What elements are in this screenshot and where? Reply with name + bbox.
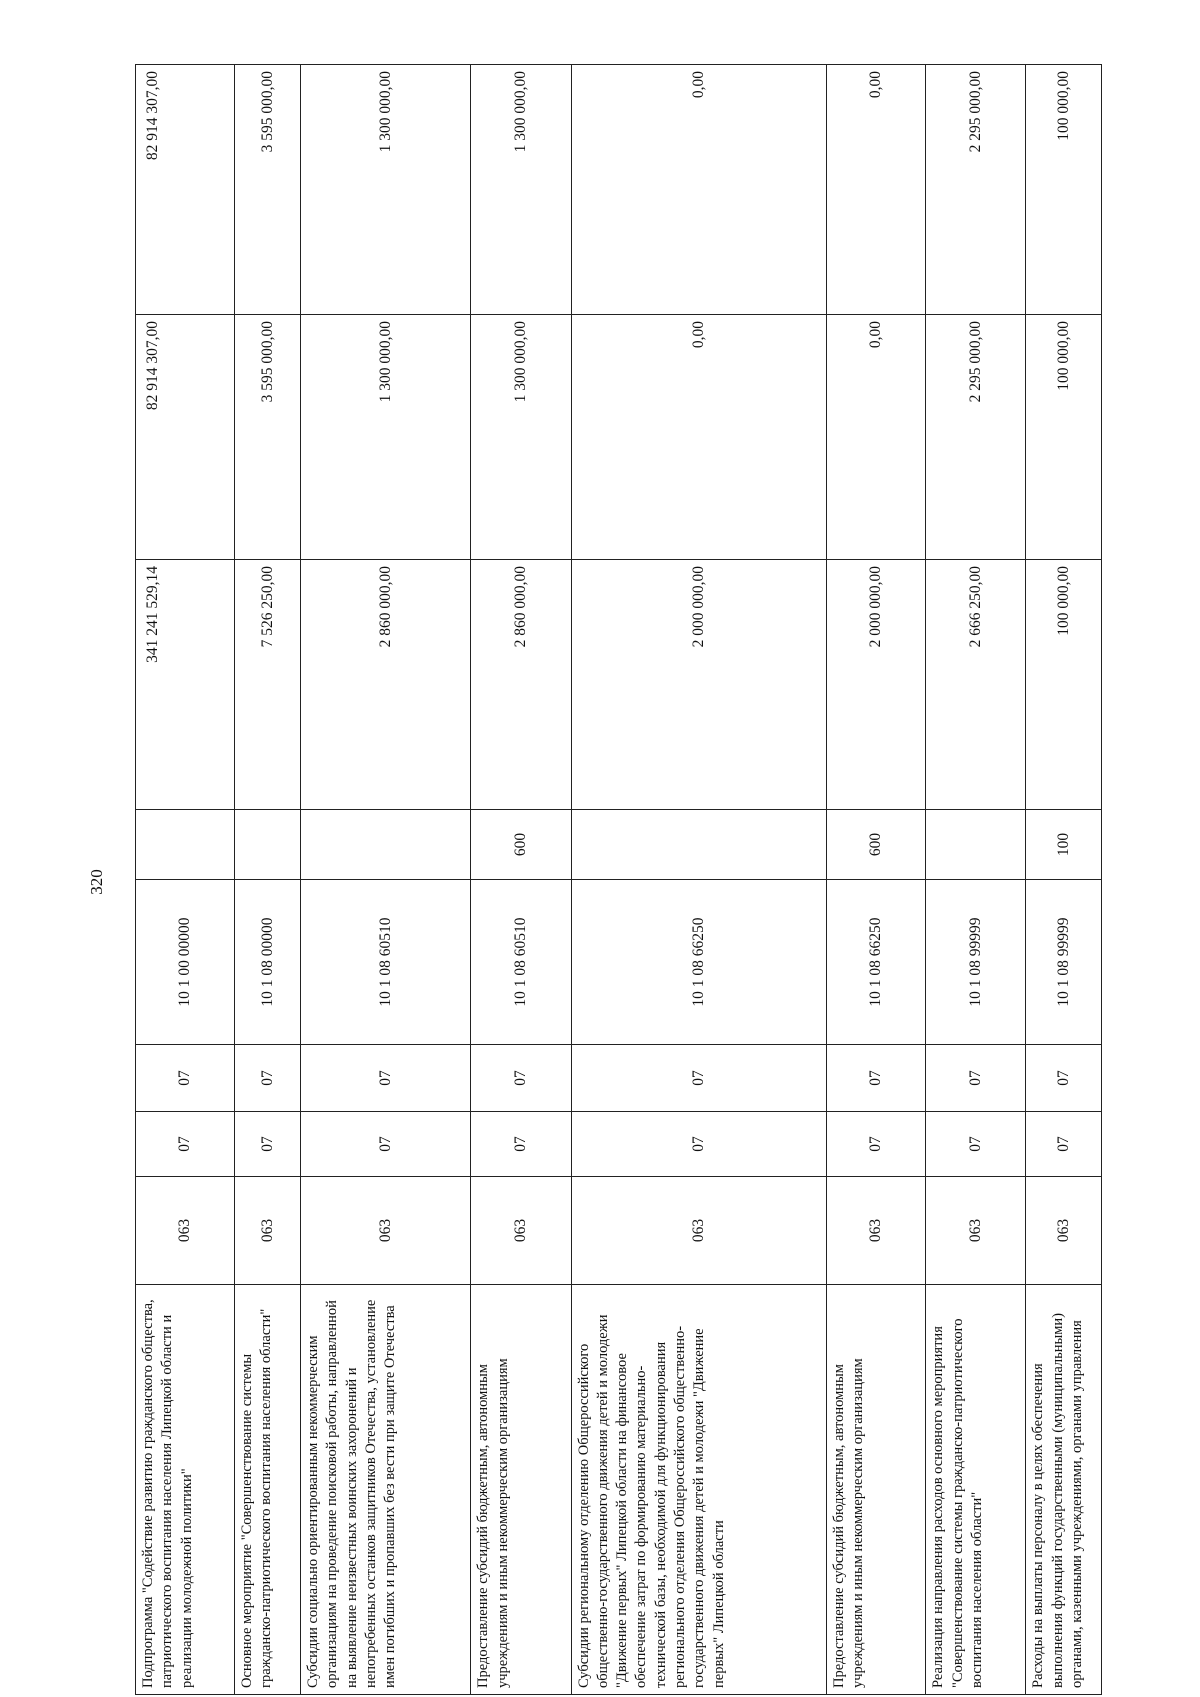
- row-amount-2-cell: 100 000,00: [1026, 315, 1102, 560]
- table-row: [235, 65, 301, 1695]
- row-name-cell: Подпрограмма "Содействие развитию гражданского общества, патриотического воспитания населения Липецкой области и реализации молодежной политики": [136, 1285, 235, 1695]
- table-row: [301, 65, 471, 1695]
- budget-table: [135, 64, 1102, 1695]
- row-amount-2-cell: 0,00: [571, 315, 827, 560]
- row-rz-cell: 07: [1026, 1112, 1102, 1177]
- row-rz-cell: 07: [571, 1112, 827, 1177]
- row-csr-cell: 10 1 08 60510: [471, 880, 571, 1045]
- row-name-cell: Субсидии региональному отделению Общероссийского общественно-государственного движения детей и молодежи "Движение первых" Липецкой области на финансовое обеспечение затрат по формированию материально-технической базы, необходимой для функционирования регионального отделения Общероссийского общественно-государственного движения детей и молодежи "Движение первых" Липецкой области: [571, 1285, 827, 1695]
- row-amount-2-cell: 2 295 000,00: [926, 315, 1026, 560]
- row-gr-cell: 063: [571, 1177, 827, 1285]
- row-vr-cell: 600: [827, 810, 926, 880]
- row-vr-cell: [235, 810, 301, 880]
- row-rz-cell: 07: [827, 1112, 926, 1177]
- row-pr-cell: 07: [471, 1045, 571, 1112]
- row-csr-cell: 10 1 08 66250: [571, 880, 827, 1045]
- row-vr-cell: [571, 810, 827, 880]
- row-amount-3-cell: 0,00: [571, 65, 827, 315]
- row-amount-2-cell: 1 300 000,00: [301, 315, 471, 560]
- row-name-cell: Предоставление субсидий бюджетным, автономным учреждениям и иным некоммерческим организациям: [827, 1285, 926, 1695]
- table-row: [136, 65, 235, 1695]
- row-name-cell: Расходы на выплаты персоналу в целях обеспечения выполнения функций государственными (муниципальными) органами, казенными учреждениями, органами управления: [1026, 1285, 1102, 1695]
- row-amount-3-cell: 100 000,00: [1026, 65, 1102, 315]
- row-amount-1-cell: 2 666 250,00: [926, 560, 1026, 810]
- row-amount-3-cell: 0,00: [827, 65, 926, 315]
- row-gr-cell: 063: [471, 1177, 571, 1285]
- row-amount-3-cell: 82 914 307,00: [136, 65, 235, 315]
- row-name-cell: Основное мероприятие "Совершенствование системы гражданско-патриотического воспитания населения области": [235, 1285, 301, 1695]
- row-vr-cell: 600: [471, 810, 571, 880]
- row-rz-cell: 07: [301, 1112, 471, 1177]
- row-amount-1-cell: 2 000 000,00: [827, 560, 926, 810]
- table-row: [571, 65, 827, 1695]
- row-amount-1-cell: 7 526 250,00: [235, 560, 301, 810]
- row-csr-cell: 10 1 08 00000: [235, 880, 301, 1045]
- row-gr-cell: 063: [136, 1177, 235, 1285]
- row-amount-2-cell: 82 914 307,00: [136, 315, 235, 560]
- row-csr-cell: 10 1 08 66250: [827, 880, 926, 1045]
- row-rz-cell: 07: [235, 1112, 301, 1177]
- row-vr-cell: 100: [1026, 810, 1102, 880]
- row-pr-cell: 07: [1026, 1045, 1102, 1112]
- row-vr-cell: [926, 810, 1026, 880]
- row-amount-2-cell: 3 595 000,00: [235, 315, 301, 560]
- row-vr-cell: [301, 810, 471, 880]
- row-amount-1-cell: 2 000 000,00: [571, 560, 827, 810]
- row-amount-2-cell: 0,00: [827, 315, 926, 560]
- row-amount-1-cell: 2 860 000,00: [471, 560, 571, 810]
- row-gr-cell: 063: [926, 1177, 1026, 1285]
- row-amount-1-cell: 2 860 000,00: [301, 560, 471, 810]
- row-pr-cell: 07: [235, 1045, 301, 1112]
- row-rz-cell: 07: [471, 1112, 571, 1177]
- row-amount-2-cell: 1 300 000,00: [471, 315, 571, 560]
- row-amount-3-cell: 1 300 000,00: [471, 65, 571, 315]
- table-row: [1026, 65, 1102, 1695]
- row-csr-cell: 10 1 08 99999: [926, 880, 1026, 1045]
- row-rz-cell: 07: [926, 1112, 1026, 1177]
- row-gr-cell: 063: [235, 1177, 301, 1285]
- table-row: [827, 65, 926, 1695]
- row-gr-cell: 063: [827, 1177, 926, 1285]
- row-amount-3-cell: 3 595 000,00: [235, 65, 301, 315]
- row-name-cell: Субсидии социально ориентированным некоммерческим организациям на проведение поисковой работы, направленной на выявление неизвестных воинских захоронений и непогребенных останков защитников Отечества, установление имен погибших и пропавших без вести при защите Отечества: [301, 1285, 471, 1695]
- row-csr-cell: 10 1 08 60510: [301, 880, 471, 1045]
- row-gr-cell: 063: [301, 1177, 471, 1285]
- row-gr-cell: 063: [1026, 1177, 1102, 1285]
- row-pr-cell: 07: [926, 1045, 1026, 1112]
- row-amount-3-cell: 1 300 000,00: [301, 65, 471, 315]
- row-amount-1-cell: 100 000,00: [1026, 560, 1102, 810]
- row-pr-cell: 07: [301, 1045, 471, 1112]
- table-container: [135, 65, 1102, 1695]
- page-number: 320: [87, 869, 106, 895]
- row-name-cell: Реализация направления расходов основного мероприятия "Совершенствование системы гражданско-патриотического воспитания населения области": [926, 1285, 1026, 1695]
- table-row: [471, 65, 571, 1695]
- row-name-cell: Предоставление субсидий бюджетным, автономным учреждениям и иным некоммерческим организациям: [471, 1285, 571, 1695]
- row-csr-cell: 10 1 00 00000: [136, 880, 235, 1045]
- row-csr-cell: 10 1 08 99999: [1026, 880, 1102, 1045]
- row-pr-cell: 07: [571, 1045, 827, 1112]
- row-vr-cell: [136, 810, 235, 880]
- row-pr-cell: 07: [136, 1045, 235, 1112]
- row-amount-1-cell: 341 241 529,14: [136, 560, 235, 810]
- row-rz-cell: 07: [136, 1112, 235, 1177]
- row-pr-cell: 07: [827, 1045, 926, 1112]
- row-amount-3-cell: 2 295 000,00: [926, 65, 1026, 315]
- table-row: [926, 65, 1026, 1695]
